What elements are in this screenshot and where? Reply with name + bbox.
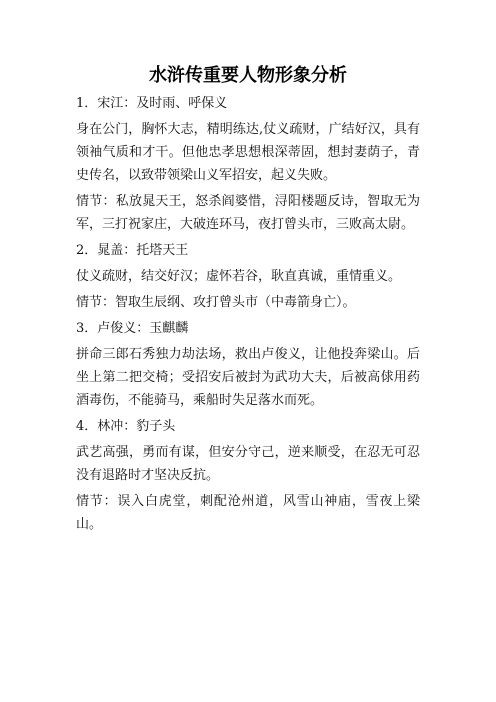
section-plot-paragraph: 情节：智取生辰纲、攻打曾头市（中毒箭身亡）。: [76, 295, 356, 310]
document-body: [76, 92, 420, 539]
section-heading-lin-chong: 4．林冲：豹子头: [76, 419, 176, 434]
section-paragraph: 拼命三郎石秀独力劫法场，救出卢俊义，让他投奔梁山。后坐上第二把交椅；受招安后被封为武功大夫，后被高俅用药酒毒伤，不能骑马，乘船时失足落水而死。: [76, 347, 420, 408]
section-heading-song-jiang: 1．宋江：及时雨、呼保义: [76, 96, 228, 111]
section-heading-chao-gai: 2．晁盖：托塔天王: [76, 243, 189, 258]
section-plot-paragraph: 情节：私放晁天王，怒杀阎婆惜，浔阳楼题反诗，智取无为军，三打祝家庄，大破连环马，夜打曾头市，三败高太尉。: [76, 194, 420, 232]
section-paragraph: 身在公门，胸怀大志，精明练达,仗义疏财，广结好汉，具有领袖气质和才干。但他忠孝思想根深蒂固，想封妻荫子，青史传名，以致带领梁山义军招安，起义失败。: [76, 122, 420, 183]
section-paragraph: 武艺高强，勇而有谋，但安分守己，逆来顺受，在忍无可忍没有退路时才坚决反抗。: [76, 445, 420, 483]
section-heading-lu-junyi: 3．卢俊义：玉麒麟: [76, 321, 189, 336]
document-title: 水浒传重要人物形象分析: [149, 65, 347, 86]
section-plot-paragraph: 情节：误入白虎堂，刺配沧州道，风雪山神庙，雪夜上梁山。: [76, 494, 420, 532]
section-paragraph: 仗义疏财，结交好汉；虚怀若谷，耿直真诚，重情重义。: [76, 269, 402, 284]
